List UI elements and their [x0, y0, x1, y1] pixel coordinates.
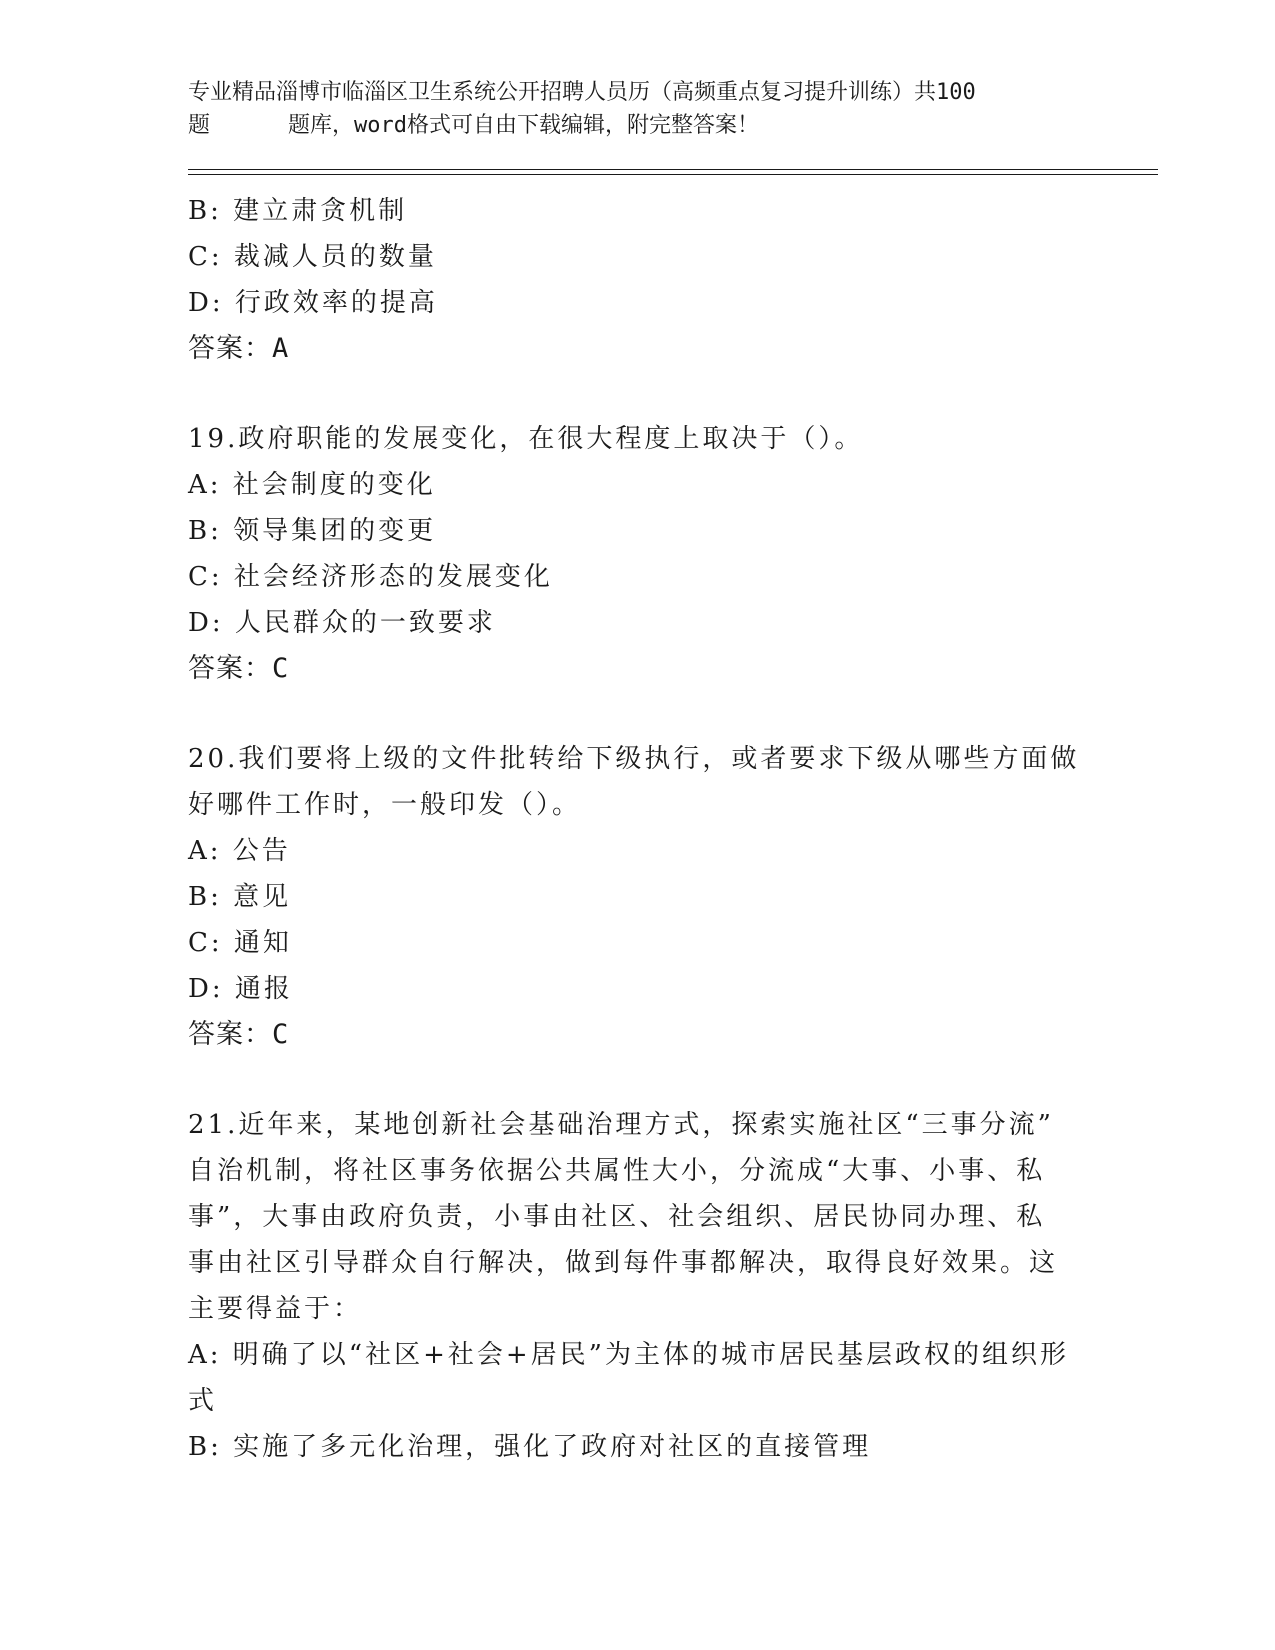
prev-question-block [188, 188, 1088, 372]
answer-line: 答案：C [188, 653, 290, 684]
question-20-block [188, 736, 1088, 1058]
option-a: A: 社会制度的变化 [188, 470, 436, 500]
question-21-stem-line-2: 自治机制，将社区事务依据公共属性大小，分流成“大事、小事、私 [188, 1156, 1046, 1186]
question-21-stem-line-5: 主要得益于： [188, 1294, 363, 1324]
question-content [188, 188, 1088, 1470]
header-title: 专业精品淄博市临淄区卫生系统公开招聘人员历（高频重点复习提升训练）共100 [188, 80, 976, 105]
question-21-stem-line-3: 事”，大事由政府负责，小事由社区、社会组织、居民协同办理、私 [188, 1202, 1046, 1232]
option-c: C: 裁减人员的数量 [188, 242, 437, 272]
header-divider-top [188, 169, 1158, 170]
option-b: B: 建立肃贪机制 [188, 196, 408, 226]
option-d: D: 行政效率的提高 [188, 288, 438, 318]
header-divider-bottom [188, 174, 1158, 175]
header-line-1 [188, 76, 1088, 109]
option-d: D: 人民群众的一致要求 [188, 608, 496, 638]
option-b: B: 实施了多元化治理，强化了政府对社区的直接管理 [188, 1432, 872, 1462]
question-19-block [188, 416, 1088, 692]
option-a-continued: 式 [188, 1386, 218, 1416]
header-line2-right: 题库，word格式可自由下载编辑，附完整答案！ [288, 113, 759, 138]
option-c: C: 通知 [188, 928, 292, 958]
option-a: A: 公告 [188, 836, 291, 866]
question-20-stem-line-2: 好哪件工作时，一般印发（）。 [188, 790, 582, 820]
option-b: B: 意见 [188, 882, 292, 912]
option-b: B: 领导集团的变更 [188, 516, 437, 546]
option-c: C: 社会经济形态的发展变化 [188, 562, 553, 592]
question-20-stem-line-1: 20.我们要将上级的文件批转给下级执行，或者要求下级从哪些方面做 [188, 744, 1080, 774]
answer-line: 答案：A [188, 333, 290, 364]
header-line-2 [188, 109, 1088, 142]
question-21-block [188, 1102, 1088, 1470]
document-header [188, 76, 1088, 142]
question-21-stem-line-4: 事由社区引导群众自行解决，做到每件事都解决，取得良好效果。这 [188, 1248, 1059, 1278]
header-line2-left: 题 [188, 113, 211, 138]
option-d: D: 通报 [188, 974, 293, 1004]
answer-line: 答案：C [188, 1019, 290, 1050]
question-19-stem: 19.政府职能的发展变化，在很大程度上取决于（）。 [188, 424, 864, 454]
option-a: A: 明确了以“社区+社会+居民”为主体的城市居民基层政权的组织形 [188, 1340, 1069, 1370]
question-21-stem-line-1: 21.近年来，某地创新社会基础治理方式，探索实施社区“三事分流” [188, 1110, 1054, 1140]
